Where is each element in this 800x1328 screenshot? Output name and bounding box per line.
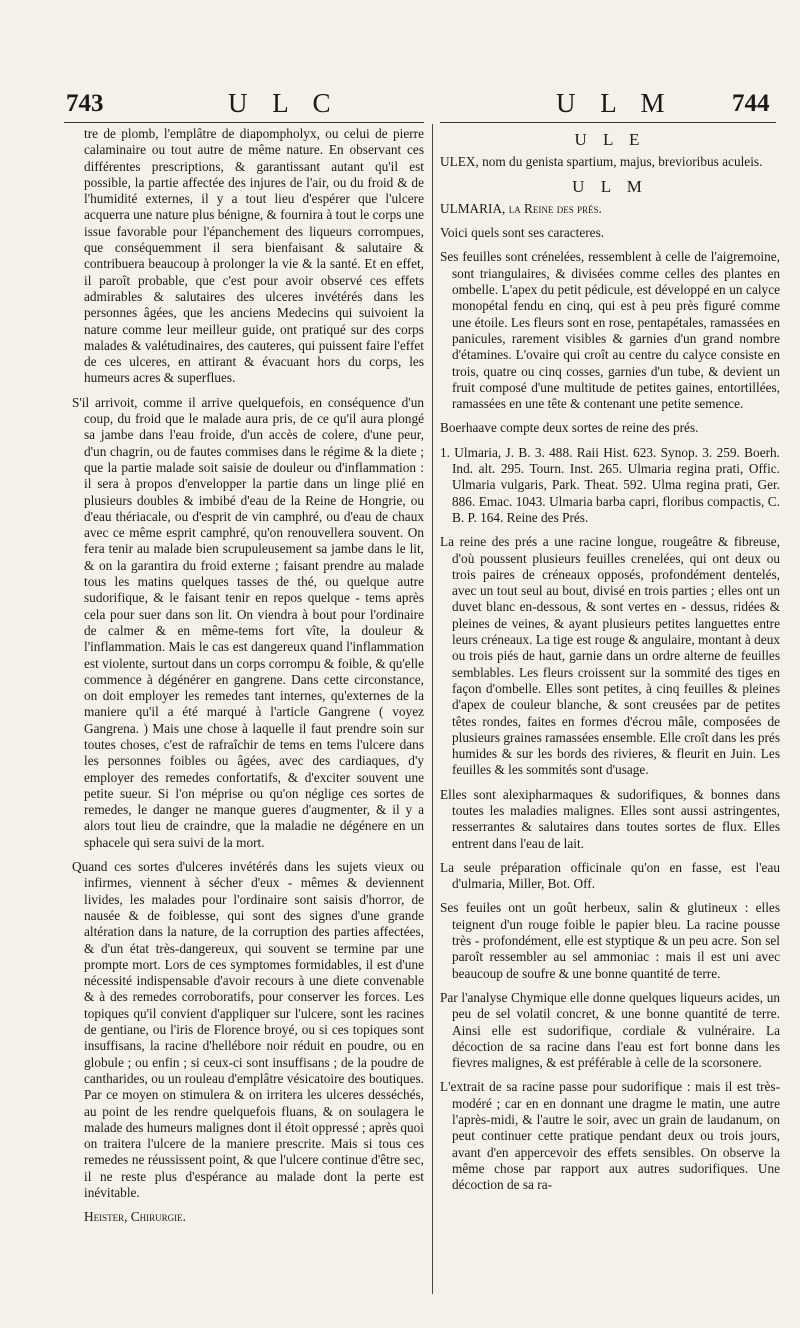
paragraph: Quand ces sortes d'ulceres invétérés dans les sujets vieux ou infirmes, viennent à sécher d'eux - mêmes & deviennent livides, les malades pour l'ordinaire sont saisis d'horror, de nausée & de foiblesse, qui sont des signes d'une grande altération dans la nature, de la corruption des parties affectées, & d'un état très-dangereux, qui souvent se termine par une prompte mort. Lors de ces symptomes formidables, il est d'une nécessité indispensable d'avoir recours à une diete convenable & à des remedes corroboratifs, pour conserver les forces. Les topiques qu'il convient d'appliquer sur l'ulcere, sont les racines de gentiane, ou l'iris de Florence broyé, ou si ces topiques sont insuffisans, la racine d'hellébore noir réduit en poudre, ou en globule ; ou enfin ; si ceux-ci sont insuffisans ; de la poudre de cantharides, ou un rouleau d'emplâtre vésicatoire des boutiques. Par ce moyen on stimulera & on irritera les ulceres desséchés, au point de les rendre quelquefois fluans, & on soulagera le malade des humeurs malignes dont il étoit oppressé ; après quoi on traitera l'ulcere de la maniere prescrite. Mais si tous ces remedes ne réussissent point, & que l'ulcere continue d'être sec, il ne reste plus d'espérance au malade dont la perte est inévitable.	[72, 859, 424, 1200]
right-page-number: 744	[732, 90, 770, 117]
left-column	[72, 126, 424, 1234]
section-heading-ule: U L E	[574, 130, 646, 149]
paragraph: Elles sont alexipharmaques & sudorifiques, & bonnes dans toutes les maladies malignes. Elles sont aussi astringentes, resserrantes & salutaires dans toutes sortes de flux. Elles entrent dans l'eau de lait.	[440, 786, 780, 851]
left-running-title: U L C	[228, 88, 340, 118]
entry-title-ulmaria: ULMARIA, la Reine des prés.	[440, 200, 602, 216]
paragraph: S'il arrivoit, comme il arrive quelquefois, en conséquence d'un coup, du froid que le malade aura pris, de ce qu'il aura plongé sa jambe dans l'eau froide, d'un accès de colere, d'une peur, d'un chagrin, ou de fautes commises dans le régime & la diete ; que la partie malade soit saisie de douleur ou d'inflammation : il sera à propos d'envelopper la partie dans un linge plié en plusieurs doubles & imbibé d'eau de la Reine de Hongrie, ou d'eau thériacale, ou d'esprit de vin camphré, ou d'eau de chaux avec ce même esprit camphré, qu'on renouvellera souvent. On fera tenir au malade bien scrupuleusement sa jambe dans le lit, & on la garantira du froid externe ; faisant prendre au malade tous les matins quelques tasses de thé, ou quelque autre sudorifique, & le faisant tenir en repos quelque - tems après cela pour suer dans son lit. On viendra à bout pour l'ordinaire de calmer & en même-tems fort vîte, la douleur & l'inflammation. Mais le cas est dangereux quand l'inflammation est violente, surtout dans un corps corrompu & foible, & qu'elle commence à dégénérer en gangrene. Dans cette circonstance, on doit employer les remedes tant internes, qu'externes de la maniere qu'il a été marqué à l'article Gangrene ( voyez Gangrena. ) Mais une chose à laquelle il faut prendre soin sur toutes choses, c'est de rafraîchir de tems en tems l'ulcere dans les personnes foibles ou âgées, avec des cardiaques, d'y employer des remedes confortatifs, & d'exciter souvent une petite sueur. Si l'on méprise ou qu'on néglige ces sortes de remedes, le danger ne manque gueres d'augmenter, & il y a alors tout lieu de craindre, que la maladie ne dégénere en un sphacele qui sera suivi de la mort.	[72, 394, 424, 850]
paragraph: Par l'analyse Chymique elle donne quelques liqueurs acides, un peu de sel volatil concret, & une bonne quantité de terre. Ainsi elle est sudorifique, cordiale & vulnéraire. La décoction de sa racine dans l'eau est fort bonne dans les fievres malignes, & est préférable à celle de la scorsonere.	[440, 989, 780, 1071]
column-divider	[432, 124, 433, 1294]
paragraph: La seule préparation officinale qu'on en fasse, est l'eau d'ulmaria, Miller, Bot. Off.	[440, 859, 780, 892]
header-rule-right	[440, 122, 776, 123]
page-header	[0, 88, 800, 124]
paragraph: L'extrait de sa racine passe pour sudorifique : mais il est très-modéré ; car en en donnant une dragme le matin, une autre l'après-midi, & l'autre le soir, avec un grain de laudanum, on peut continuer cette pratique pendant deux ou trois jours, avant d'en appercevoir des effets sensibles. On observe la même chose par rapport aux autres sudorifiques. Une décoction de sa ra-	[440, 1079, 780, 1193]
paragraph: Ses feuiles ont un goût herbeux, salin & glutineux : elles teignent d'un rouge foible le papier bleu. La racine pousse très - profondément, elle est styptique & un peu acre. Son sel paroît ressembler au sel ammoniac : mais il est uni avec beaucoup de soufre & une bonne quantité de terre.	[440, 900, 780, 981]
characters-intro: Voici quels sont ses caracteres.	[440, 225, 605, 241]
entry-ulex: ULEX, nom du genista spartium, majus, brevioribus aculeis.	[440, 154, 763, 170]
left-page-number: 743	[66, 90, 104, 117]
boerhaave-intro: Boerhaave compte deux sortes de reine des prés.	[440, 420, 699, 436]
paragraph: tre de plomb, l'emplâtre de diapompholyx, ou celui de pierre calaminaire ou tout autre de même nature. En observant ces différentes prescriptions, & garantissant autant qu'il est possible, la partie affectée des injures de l'air, ou du froid & de l'humidité externes, il y a tout lieu d'espérer que l'ulcere acquerra une nature plus bénigne, & fournira à tout le corps une issue favorable pour l'épanchement des liqueurs corrompues, que conséquemment il sera bienfaisant & salutaire & contribuera beaucoup à prolonger la vie & la santé. Et en effet, il paroît probable, que c'est pour avoir observé ces effets admirables & salutaires des ulceres invétérés dans les personnes âgées, que les anciens Medecins qui suivoient la nature comme leur meilleur guide, ont pratiqué sur des corps malades & valétudinaires, des cauteres, qui puissent faire l'effet de ces ulceres, en attirant & évacuant hors du corps, les humeurs acres & superflues.	[84, 126, 424, 386]
right-running-title: U L M	[556, 88, 674, 118]
synonyms: 1. Ulmaria, J. B. 3. 488. Raii Hist. 623. Synop. 3. 259. Boerh. Ind. alt. 295. Tourn. Inst. 265. Ulmaria regina prati, Offic. Ulmaria vulgaris, Park. Theat. 592. Ulma regina prati, Ger. 886. Emac. 1043. Ulmaria barba capri, floribus compactis, C. B. P. 164. Reine des Prés.	[440, 444, 780, 525]
signature: Heister, Chirurgie.	[84, 1209, 186, 1225]
header-rule-left	[64, 122, 424, 123]
description: Ses feuilles sont crénelées, ressemblent à celle de l'aigremoine, sont triangulaires, & divisées comme celles des plantes en ombelle. L'apex du petit pédicule, est développé en un calyce monopétal fendu en cinq, qui est à peu près figuré comme une étoile. Les fleurs sont en rose, pentapétales, ramassées en panicules, rarement visibles & garnies d'un grand nombre d'étamines. L'ovaire qui croît au centre du calyce consiste en trois, quatre ou cinq cosses, garnies d'un tube, & devient un fruit composé d'une multitude de petites gaines, entortillées, ramassées en une tête & contenant une petite semence.	[440, 249, 780, 412]
right-column	[440, 132, 780, 1202]
section-heading-ulm: U L M	[572, 176, 648, 196]
paragraph: La reine des prés a une racine longue, rougeâtre & fibreuse, d'où poussent plusieurs feuilles crenelées, qui ont deux ou trois paires de créneaux opposés, profondément dentelés, avec un tout seul au bout, divisé en trois parties ; elles ont un duvet blanc en-dessous, & sont vertes en - dessus, ridées & pleines de veines, & ayant plusieurs petites languettes entre leurs créneaux. La tige est rouge & angulaire, montant à deux ou trois piés de haut, garnie dans un ordre alterne de feuilles semblables. Les fleurs croissent sur la sommité des tiges en façon d'ombelle. Elles sont petites, à cinq feuilles & pleines d'apex de couleur blanche, & sont creusées par de petites têtes rondes, faites en formes d'écrou mâle, composées de plusieurs graines ramassées ensemble. Elle croît dans les prés humides & sur les bords des rivieres, & fleurit en Juin. Les feuilles & les sommités sont d'usage.	[440, 534, 780, 778]
